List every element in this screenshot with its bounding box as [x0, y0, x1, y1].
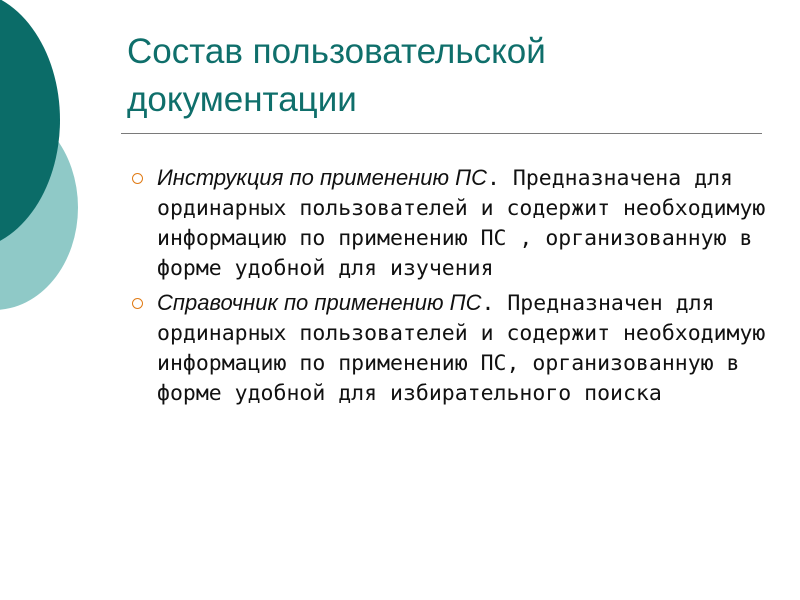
hollow-circle-icon [132, 173, 143, 184]
bullet-text [157, 291, 765, 406]
bullet-description: . Предназначен для ординарных пользователей и содержит необходимую информацию по применению ПС, организованную в форме удобной для избирательного поиска [157, 291, 766, 406]
slide-title: Состав пользовательской документации [127, 32, 546, 119]
bullet-description: . Предназначена для ординарных пользователей и содержит необходимую информацию по применению ПС , организованную в форме удобной для изучения [157, 166, 766, 281]
hollow-circle-icon [132, 298, 143, 309]
bullet-list [130, 163, 770, 413]
bullet-term: Инструкция по применению ПС [157, 165, 488, 190]
title-divider [121, 133, 762, 134]
list-item [130, 288, 770, 409]
bullet-text [157, 166, 765, 281]
list-item [130, 163, 770, 284]
bullet-term: Справочник по применению ПС [157, 290, 482, 315]
